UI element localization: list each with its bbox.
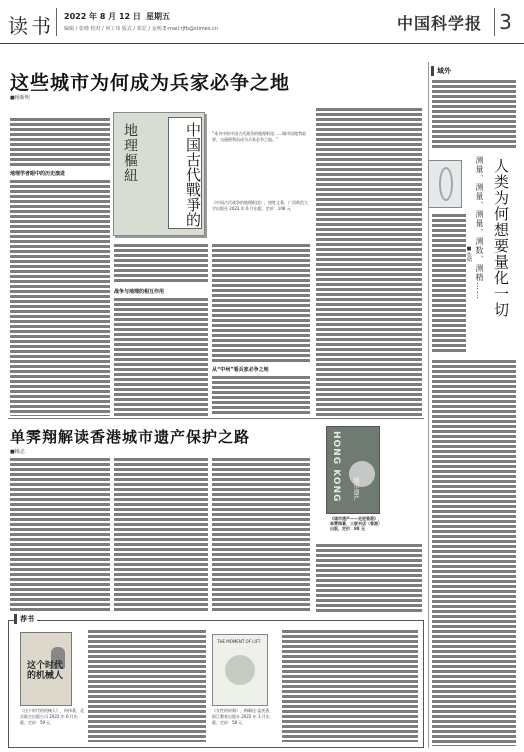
sidebar-title: 人类为何想要量化一切 — [492, 158, 510, 318]
article2-text-col1 — [10, 458, 110, 612]
book-info-caption: 《中国古代战争的地理枢纽》，饶胜文著，广西师范大学出版社 2022 年 6 月出版，定价：108 元 — [212, 200, 308, 211]
sidebar-text-b — [432, 360, 516, 746]
article1-text-col3a — [212, 244, 310, 362]
book1-caption: 《这个时代的机械人》，何伟著，北京联合出版公司 2022 年 6 月出版，定价：59 元 — [20, 708, 84, 725]
sidebar-intro-text — [432, 80, 516, 148]
article1-subhead1: 地理学者眼中的历史演进 — [10, 171, 66, 177]
book-cover-war-geography — [113, 112, 205, 236]
page-number: 3 — [494, 8, 516, 36]
section-divider — [8, 418, 424, 419]
article1-text-col1a — [10, 118, 110, 166]
book2-caption: 《女性的时刻》，梅琳达·盖茨著，浙江教育出版社 2022 年 3 月出版，定价：58 元 — [212, 708, 274, 725]
sidebar-byline: ■张晴 — [466, 246, 472, 262]
header-divider — [56, 8, 57, 36]
article2-byline: ■杨志 — [10, 449, 25, 455]
cover-zh-title: 城市遗产 — [352, 477, 359, 501]
weekday: 星期五 — [145, 12, 170, 21]
article1-subhead2: 战争与地理的相互作用 — [114, 289, 165, 295]
sidebar-text-a — [432, 214, 466, 354]
cover-en-title: HONG KONG — [331, 431, 341, 503]
dna-icon — [439, 167, 453, 201]
book-cover-moment-of-lift — [212, 634, 268, 706]
article1-text-col3b — [212, 376, 310, 416]
article1-text-col1b — [10, 180, 110, 416]
hk-book-caption: 《城市遗产——走进香港》，单霁翔著，三联书店（香港）出版，定价：88 元 — [330, 516, 382, 531]
masthead: 中国科学报 — [397, 14, 483, 33]
box-text-col2 — [282, 630, 418, 742]
cover4-title: THE MOMENT OF LIFT — [217, 639, 261, 644]
book-quote: “本书中的中国古代战争的地理枢纽……城市因地势险要，交通便利而成为兵家必争之地。” — [212, 131, 307, 142]
article2-text-col4 — [316, 544, 422, 612]
book-cover-machine-people — [20, 632, 72, 706]
cover-title-line1: 中国古代 — [184, 122, 202, 182]
article1-subhead3: 从“中州”看兵家必争之地 — [212, 367, 269, 373]
editors-line: 编辑 / 张晴 校对 / 何工伟 版式 / 邓宏 / 金明 E-mail:rjfb@stimes.cn — [64, 26, 218, 32]
cover-title-right — [168, 117, 202, 229]
cover-title-line2: 戰爭的 — [184, 182, 202, 227]
cover-title-left: 地理樞紐 — [122, 123, 138, 183]
sidebar-column-label: 域外 — [431, 66, 451, 76]
box-text-col1 — [88, 630, 206, 742]
issue-date — [64, 11, 170, 22]
article1-byline: ■杨新明 — [10, 95, 30, 101]
section-name: 读书 — [8, 14, 54, 38]
article2-title: 单霁翔解读香港城市遗产保护之路 — [10, 428, 251, 446]
cover4-illustration — [225, 655, 255, 685]
sidebar-subtitle: 测量、测量、测量、测数、测精…… — [475, 156, 484, 300]
article2-text-col3 — [212, 458, 310, 612]
article2-text-col2 — [114, 458, 208, 612]
cover3-title: 这个时代的机械人 — [27, 661, 64, 681]
article1-text-col2b — [114, 298, 208, 416]
sidebar-book-cover — [428, 160, 462, 208]
article1-text-col2a — [114, 244, 208, 284]
book-cover-hong-kong — [326, 426, 380, 514]
recommend-box-label: 荐书 — [14, 614, 37, 624]
article1-text-col4 — [316, 108, 422, 416]
date: 2022 年 8 月 12 日 — [64, 12, 141, 21]
page-header — [0, 0, 524, 44]
article1-title: 这些城市为何成为兵家必争之地 — [10, 72, 291, 94]
